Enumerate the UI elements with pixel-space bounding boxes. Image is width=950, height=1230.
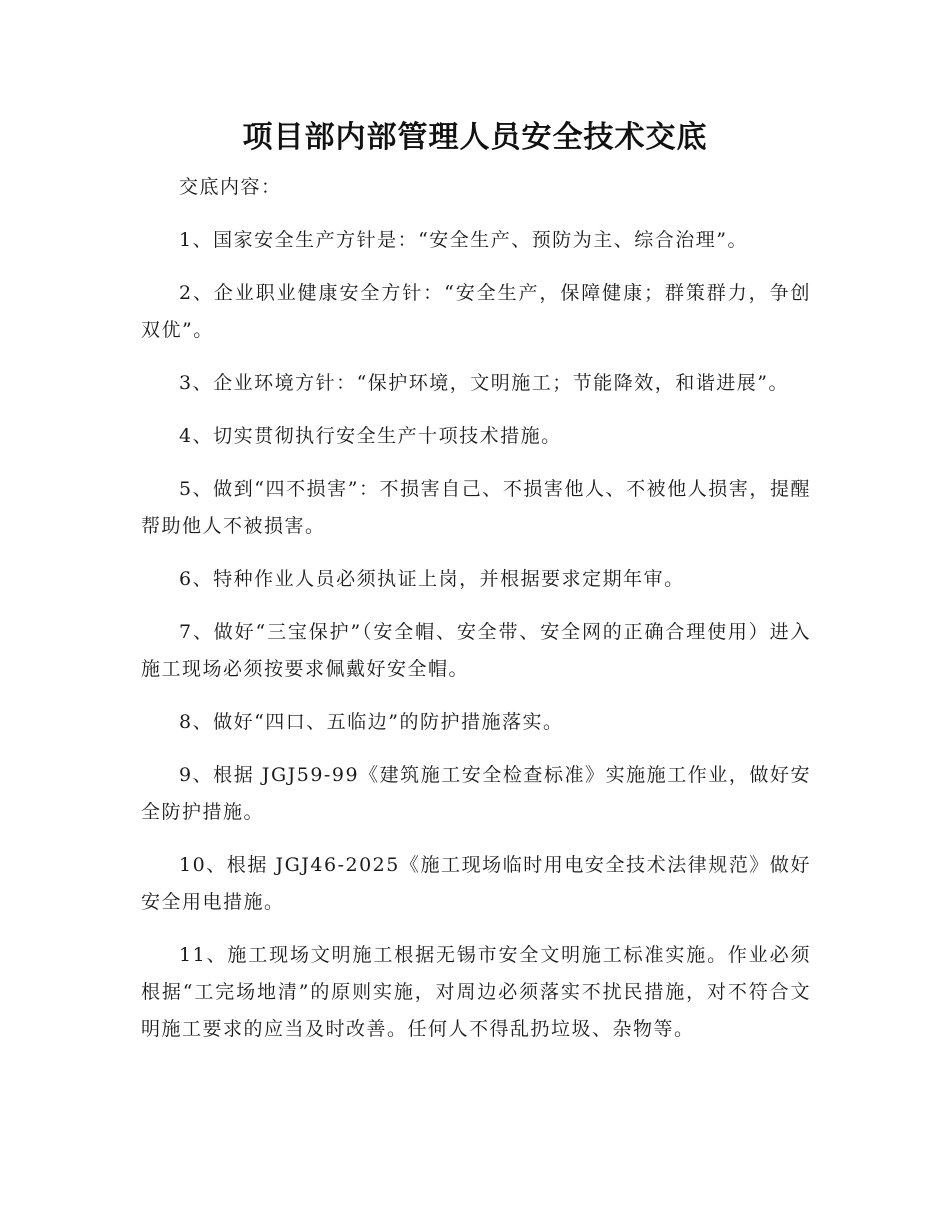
clause-8: 8、做好“四口、五临边”的防护措施落实。 bbox=[179, 711, 564, 733]
clause-2: 2、企业职业健康安全方针：“安全生产，保障健康；群策群力，争创双优”。 bbox=[141, 282, 811, 341]
clause-1: 1、国家安全生产方针是：“安全生产、预防为主、综合治理”。 bbox=[179, 229, 749, 251]
clause-5: 5、做到“四不损害”：不损害自己、不损害他人、不被他人损害，提醒帮助他人不被损害。 bbox=[141, 478, 811, 537]
clause-4: 4、切实贯彻执行安全生产十项技术措施。 bbox=[179, 425, 562, 447]
clause-7: 7、做好“三宝保护”（安全帽、安全带、安全网的正确合理使用）进入施工现场必须按要求佩戴好安全帽。 bbox=[141, 621, 811, 680]
clause-11: 11、施工现场文明施工根据无锡市安全文明施工标准实施。作业必须根据“工完场地清”的原则实施，对周边必须落实不扰民措施，对不符合文明施工要求的应当及时改善。任何人不得乱扔垃圾、杂物等。 bbox=[141, 944, 811, 1040]
clause-3: 3、企业环境方针：“保护环境，文明施工；节能降效，和谐进展”。 bbox=[179, 372, 790, 394]
clause-9: 9、根据 JGJ59-99《建筑施工安全检查标准》实施施工作业，做好安全防护措施。 bbox=[141, 764, 811, 823]
document-body bbox=[141, 169, 811, 1048]
intro-label: 交底内容： bbox=[179, 176, 282, 198]
clause-10: 10、根据 JGJ46-2025《施工现场临时用电安全技术法律规范》做好安全用电措施。 bbox=[141, 854, 811, 913]
document-title: 项目部内部管理人员安全技术交底 bbox=[242, 120, 708, 155]
clause-6: 6、特种作业人员必须执证上岗，并根据要求定期年审。 bbox=[179, 568, 685, 590]
clause-list bbox=[141, 222, 811, 1048]
